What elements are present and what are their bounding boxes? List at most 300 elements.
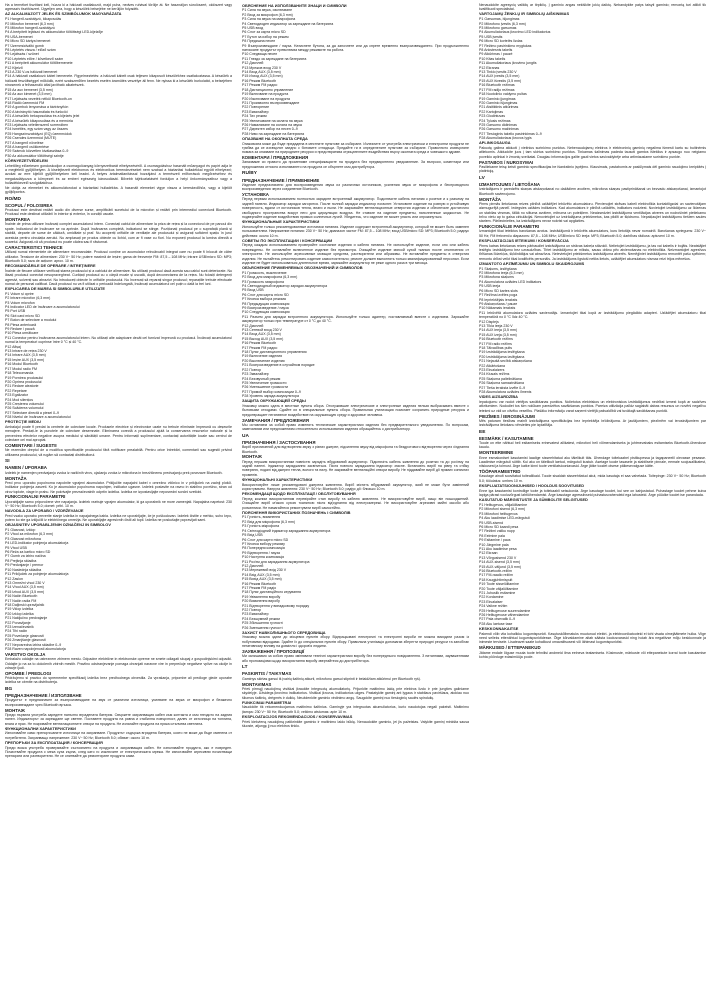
list-item: P21 Atsitiktinis atkūrimas <box>479 105 519 110</box>
subsection-title: PROTECȚIE MEDIU <box>5 419 41 425</box>
paragraph: Pridržujemo si pravico do spremembe specifikacij izdelka brez predhodnega obvestila. Za vprašanja, pripombe ali predloge glede uporabe izdelka se obrnite na distributerja. <box>5 676 232 685</box>
list-item: P22 Kartojimas <box>479 109 504 114</box>
paragraph: Utilizați numai elementele de alimentare recomandate. Produsul conține un acumulator reîncărcabil integrat care nu poate fi înlocuit de către utilizator. Tensiune de alimentare: 230 V~ 50 Hz; putere maximă de ieșire; gama de frecvențe FM: 87,5 – 108 MHz; intrare USB/micro SD: MP3; Bluetooth 5.0; raza de acțiune: aprox. 10 m. <box>5 250 232 263</box>
list-item: P20 Изключване на продукта <box>242 96 290 101</box>
list-item: P7 Režīma izvēles poga <box>479 293 518 298</box>
list-item: P16 Режим Bluetooth <box>242 581 277 586</box>
list-item: P2 Intrare microfon (6,3 mm) <box>5 296 51 301</box>
list-item: P17 FM radio režīms <box>479 341 512 346</box>
list-item: P14 AUX įvestis (3,5 mm) <box>479 74 520 79</box>
list-item: P8 Iepriekšējais ieraksts <box>479 297 518 302</box>
paragraph: P9 Възпроизвеждане / пауза. Натиснете бутона, за да започнете или да спрете временно възпроизвеждането. При продължително натискане продуктът превключва между режимите на работа. <box>242 43 469 53</box>
list-item: P15 Az aux bemenet (3,5 mm) <box>5 87 53 92</box>
list-item: P6 Reža za kartico micro SD <box>5 550 51 555</box>
list-item: P17 Modul radio FM <box>5 366 37 371</box>
list-item: P12 Дисплей <box>242 563 264 568</box>
section-title: TÖÖPARAMEETRID <box>479 469 521 475</box>
list-item: P6 Micro SD kartes slots <box>479 288 518 293</box>
list-item: P9 Lejátszás / szünet <box>5 52 39 57</box>
list-item: P13 Сетевой вход 230 V <box>242 328 282 333</box>
list-item: P24 Mod silențios <box>5 397 33 402</box>
list-item: P24 Tihi način <box>5 629 28 634</box>
list-item: P28 Raven napolnjenosti akumulatorja <box>5 647 66 651</box>
section-title: УСТАНОВКА <box>242 192 269 198</box>
subsection-title: FUNKCINIAI PARAMETRAI <box>242 699 292 705</box>
list-item: P12 Zaslon <box>5 576 23 581</box>
list-item: P28 Akumulatora uzlādes līmenis <box>479 390 532 395</box>
list-item: P25 Garsumo didinimas <box>479 122 517 127</box>
list-item: P6 Slot card micro SD <box>5 313 40 318</box>
paragraph: Преди всяка употреба проверявайте състоянието на продукта и захранващия кабел. Не използвайте продукта, ако е повреден. Почиствайте продукта с мека суха кърпа, след като го изключите от електрическата мрежа. Не използвайте агресивни почистващи препарати или разтворители. Не се опитвайте да ремонтирате продукта сами. <box>5 745 232 759</box>
section-title: MONTEERIMINE <box>479 450 514 456</box>
list-item: P2 Вход для микрофона (6,3 mm) <box>242 275 298 280</box>
list-item: P12 Kijelző <box>5 65 23 70</box>
list-item: P4 LED-indikator polnjenja akumulatorja <box>5 541 69 546</box>
section-title: PIEZĪMES / IEROSINĀJUMI <box>479 413 535 419</box>
list-item: P20 Izstrādājuma izslēgšana <box>479 354 525 359</box>
list-item: P23 Izenačevalnik <box>5 624 34 629</box>
list-item: P7 Бутон за избор на режим <box>242 34 289 39</box>
subsection-title: ПРЕПОРЪКИ ЗА ЕКСПЛОАТАЦИЯ / КОНСЕРВАЦИЯ <box>5 739 103 745</box>
list-item: P9 Redare / pauză <box>5 327 35 332</box>
list-item: P16 Bluetooth režimas <box>479 83 515 88</box>
list-item: P6 Слот для карти micro SD <box>242 537 289 542</box>
list-item: P16 Az aux kimenet (3,5 mm) <box>5 92 52 97</box>
list-item: P16 Bluetooth-režiim <box>479 568 512 573</box>
subsection-title: KESKKONNAKAITSE <box>479 625 519 631</box>
paragraph: Prieš kiekvieną naudojimą patikrinkite gaminio ir maitinimo laido būklę. Nenaudokite gaminio, jei jis pažeistas. Valykite gaminį minkšta sausa šluoste, atjungę jį nuo elektros tinklo. <box>242 719 469 728</box>
paragraph: Ha a terméket tisztítani kell, húzza ki a hálózati csatlakozót, majd puha, nedves ruhával törölje át. Ne használjon súrolószert, oldószert vagy agresszív tisztítószert. Ügyeljen arra, hogy a készülék belsejébe ne kerüljön folyadék. <box>5 3 232 12</box>
list-item: P6 Слот за карта micro SD <box>242 30 286 35</box>
section-title: OPOMBE / PREDLOGI <box>5 670 52 676</box>
list-item: P25 Збільшення гучності <box>242 621 283 626</box>
list-item: P11 Aku laadimise pesa <box>479 546 517 551</box>
list-item: P20 Toote väljalülitamine <box>479 586 519 591</box>
list-item: P18 Дистанционно управление <box>242 87 294 92</box>
list-item: P5 Vhod USB <box>5 545 27 550</box>
paragraph: Перед кожним використанням перевіряйте стан виробу та кабелю живлення. Не використовуйте виріб, якщо він пошкоджений. Очищайте виріб м'якою сухою тканиною після від'єднання від електромережі. Не використовуйте агресивні мийні засоби або розчинники. Не намагайтеся ремонтувати виріб самостійно. <box>242 496 469 510</box>
list-item: P18 Пульт дистанционного управления <box>242 350 307 355</box>
paragraph: Pasiliekame teisę keisti gaminio specifikacijas be išankstinio įspėjimo. Klausimais, pastabomis ar pasiūlymais dėl gaminio naudojimo kreipkitės į platintoją. <box>479 164 706 174</box>
list-item: P26 Helitugevuse vähendamine <box>479 613 530 618</box>
list-item: P3 Громкость микрофона <box>242 279 284 284</box>
list-item: P17 Режим FM радио <box>242 345 278 350</box>
section-title: MONTAVIMAS <box>242 681 272 687</box>
subsection-title: ОБЯСНЕНИЕ НА ИЗПОЛЗВАНИТЕ ЗНАЦИ И СИМВОЛИ <box>242 3 347 8</box>
list-item: P18 Rádió üzemmód FM <box>5 100 45 105</box>
list-item: P4 Indicator LED de încărcare a acumulatorului <box>5 305 80 310</box>
paragraph: Перед первым использованием полностью зарядите встроенный аккумулятор. Подключите кабель питания к розетке и к разъему на задней панели. Индикатор зарядки загорится. После полной зарядки индикатор погаснет. Установите изделие на ровную и устойчивую поверхность, вдали от источников тепла, влаги и пыли. Не закрывайте вентиляционные отверстия изделия и обеспечьте достаточно свободного пространства вокруг него для циркуляции воздуха. Не ставьте на изделие предметы, наполненные жидкостью. Не подвергайте изделие воздействию прямых солнечных лучей. Убедитесь, что изделие не может упасть или опрокинуться. <box>242 197 469 219</box>
list-item: P5 USB вход <box>242 26 264 31</box>
list-item: P7 Üzemmódváltó gomb <box>5 43 44 48</box>
list-item: P1 Glasnost, izklop <box>5 528 36 533</box>
list-item: P11 Роз'єм для заряджання акумулятора <box>242 559 310 564</box>
list-item: P2 Mikrofona ieeja (6,3 mm) <box>479 271 524 276</box>
list-item: P26 Skaļuma samazināšana <box>479 381 524 386</box>
section-title: ЗАУВАЖЕННЯ / ПРОПОЗИЦІЇ <box>242 649 305 655</box>
list-item: P3 Сила на звука на микрофона <box>242 17 296 22</box>
subsection-title: VIDES AIZSARDZĪBA <box>479 394 518 400</box>
list-item: P17 Način radia FM <box>5 598 37 603</box>
list-item: P9 Atskaņošana / pauze <box>479 301 518 306</box>
list-item: P24 Безшумний режим <box>242 616 280 621</box>
list-item: P24 Ismétlés, egy szám vagy az összes <box>5 127 68 132</box>
list-item: P27 Tieša ieraksta izvēle 0–9 <box>479 385 526 390</box>
list-item: P13 Intrare de rețea 230 V <box>5 349 47 354</box>
list-item: P7 Кнопка вибору режиму <box>242 541 285 546</box>
paragraph: Изделие предназначено для воспроизведения звука из различных источников, усиления звука от микрофона и беспроводного воспроизведения через соединение Bluetooth. <box>242 182 469 192</box>
list-item: P13 Omrežni vhod 230 V <box>5 580 45 585</box>
list-item: P21 Naključno predvajanje <box>5 616 48 621</box>
list-item: P10 Наступна композиція <box>242 555 285 560</box>
list-item: P5 USA-bemenet <box>5 34 33 39</box>
paragraph: Naudokite tik rekomenduojamus maitinimo šaltinius. Gaminyje yra integruotas akumuliatorius, kurio naudotojas negali pakeisti. Maitinimo įtampa: 230 V~ 50 Hz; Bluetooth 5.0; veikimo atstumas: apie 10 m. <box>242 705 469 714</box>
paragraph: Продуктът е предназначен за възпроизвеждане на звук от различни източници, усилване на звука от микрофон и безжично възпроизвеждане чрез Bluetooth връзка. <box>5 698 232 707</box>
list-item: P8 Попередня композиція <box>242 546 285 551</box>
list-item: P21 Воспроизведение в случайном порядке <box>242 363 315 368</box>
subsection-title: IZMANTOTO APZĪMĒJUMU UN SIMBOLU SKAIDROJUMS <box>479 260 585 266</box>
subsection-title: KÖRNYEZETVÉDELEM <box>5 157 48 163</box>
paragraph: Перед каждым использованием проверяйте состояние изделия и кабеля питания. Не используйте изделие, если оно или кабель повреждены. Не оставляйте включенное изделие без присмотра. Очищайте изделие мягкой сухой тканью после отключения от электросети. Не используйте агрессивные моющие средства, растворители или абразивы. Не вставляйте предметы в отверстия изделия. Не пытайтесь ремонтировать изделие самостоятельно; ремонт должен выполнять только квалифицированный персонал. Если изделие не будет использоваться длительное время, заряжайте аккумулятор не реже одного раза в три месяца. <box>242 243 469 265</box>
list-item: P15 AUX izeja (3,5 mm) <box>479 332 517 337</box>
paragraph: Produsul este destinat redării audio din diverse surse, amplificării sunetului de la microfon și redării prin intermediul conexiunii Bluetooth. Produsul este destinat utilizării în interior și exterior, în condiții uscate. <box>5 207 232 217</box>
list-item: P14 Вхід AUX (3,5 mm) <box>242 572 280 577</box>
list-item: P12 Дисплей <box>242 323 264 328</box>
list-item: P10 Следующая композиция <box>242 310 290 315</box>
subsection-title: APLINKOSAUGA <box>479 140 511 146</box>
list-item: P25 Hangszínszabályzó (EQ) üzemmódok <box>5 131 72 136</box>
subsection-title: OBJASNITEV UPORABLJENIH OZNAČENJ IN SIMBOLOV <box>5 522 111 528</box>
list-item: P27 Neposredna izbira skladbe 0–9 <box>5 642 62 647</box>
paragraph: Lehetőleg előzetesen gondoskodjon a csomagolóanyag környezetbarát elhelyezéséről. A csomagoláshoz használt műanyagot és papírt adja le a megfelelő gyűjtőhelyen. A kiselejtezett elektromos és elektronikus berendezéseket nem szabad a háztartási hulladékkal együtt elhelyezni; azokat az erre kijelölt gyűjtőhelyeken kell leadni. A helyes ártalmatlanítással hozzájárul a természeti erőforrások megőrzéséhez és megakadályozza a környezet és az emberi egészség károsodását. Bővebb tájékoztatásért forduljon a helyi önkormányzathoz vagy a hulladékkezelő szolgáltatóhoz. <box>5 163 232 186</box>
list-item: P1 Hangerő-szabályzó, kikapcsolás <box>5 17 62 22</box>
subsection-title: EXPLICAREA DE MAREA SI SIMBOLURILE UTILIZATE <box>5 286 105 291</box>
subsection-title: VARTOJAMŲ ŽENKLŲ IR SIMBOLIŲ AIŠKINIMAS <box>479 11 570 17</box>
list-item: P3 Mikrofono garsumas <box>479 26 517 31</box>
list-item: P5 USB įvestis <box>479 34 503 39</box>
list-item: P23 Еквалайзер <box>242 612 269 617</box>
list-item: P23 Glodintuvas <box>479 114 506 119</box>
text-column-2 <box>242 3 469 1000</box>
list-item: P13 Tinklo įvestis 230 V <box>479 70 517 75</box>
list-item: P27 Директен избор на песен 0–9 <box>242 127 298 132</box>
list-item: P28 Akumuliatoriaus įkrovos lygis <box>479 136 532 141</box>
list-item: P7 Režiimi valiku nupp <box>479 529 515 534</box>
paragraph: Gaminys skirtas garsui iš įvairių šaltinių atkurti, mikrofono garsui stiprinti ir belaidžiam atkūrimui per Bluetooth ryšį. <box>242 676 421 681</box>
subsection-title: СОВЕТЫ ПО ЭКСПЛУАТАЦИИ / КОНСЕРВАЦИИ <box>242 237 333 243</box>
list-item: P10 Следваща песен <box>242 52 278 57</box>
list-item: P20 Вимкнення виробу <box>242 599 280 604</box>
list-item: P14 Intrare AUX (3,5 mm) <box>5 353 46 358</box>
list-item: P5 Port USB <box>5 309 26 314</box>
list-item: P4 Akumulatora uzlādes LED indikators <box>479 279 542 284</box>
list-item: P1 Garsumas, išjungimas <box>479 17 520 22</box>
list-item: P21 A készülék bekapcsolása és a kijelzés jelei <box>5 114 80 119</box>
list-item: P23 Egalizator <box>5 393 29 398</box>
section-title: FUNKCIONALNI PARAMETRI <box>5 494 66 500</box>
text-column-1 <box>5 3 232 1000</box>
list-item: P23 Lejátszás véletlenszerű sorrendben <box>5 122 69 127</box>
list-item: P2 Vhod za mikrofon (6,3 mm) <box>5 532 54 537</box>
paragraph: Izdelek je namenjen predvajanju zvoka iz različnih virov, ojačanju zvoka iz mikrofona in brezžičnemu predvajanju prek povezave Bluetooth. <box>5 470 223 475</box>
list-item: P14 Вход AUX (3,5 mm) <box>242 70 281 75</box>
list-item: P24 Tylusis režimas <box>479 118 511 123</box>
list-item: P3 Glasnost mikrofona <box>5 536 41 541</box>
list-item: P1 Сила на звука, изключване <box>242 8 293 13</box>
list-item: P10 Nākamais ieraksts <box>479 306 516 311</box>
list-item: P26 Csendes üzemmód (MUTE) <box>5 136 57 141</box>
list-item: P22 Ponavljanje <box>5 620 31 625</box>
list-item: P15 AUX-väljund (3,5 mm) <box>479 564 521 569</box>
list-item: P15 AUX išvestis (3,5 mm) <box>479 78 522 83</box>
list-item: P27 Tiesioginis takelio pasirinkimas 0–9 <box>479 131 542 136</box>
list-item: P4 Akumuliatoriaus įkrovimo LED indikatorius <box>479 30 551 35</box>
list-item: P17 Режим FM радіо <box>242 585 277 590</box>
list-item: P8 Предишна песен <box>242 39 276 44</box>
list-item: P19 Увімкнення виробу <box>242 594 281 599</box>
subsection-title: ОБЪЯСНЕНИЕ ПРИМЕНЯЕМЫХ ОБОЗНАЧЕНИЙ И СИМВОЛОВ <box>242 264 363 270</box>
list-item: P26 Намаляване на силата на звука <box>242 122 302 127</box>
paragraph: Pakendi võib viia kohalikku kogumispunkti. Kasutuskõlbmatuks muutunud elektri- ja elektroonikatooteid ei tohi visata olmejäätmete hulka. Viige need selleks ettenähtud kogumispunktidesse. Õige kõrvaldamine aitab säästa loodusvarasid ning hoiab ära negatiivse mõju keskkonnale ja inimeste tervisele. Lisateavet saate kohalikust omavalitsusest või lähimast kogumispunktist. <box>479 631 706 645</box>
paragraph: Jätame endale õiguse muuta toote tehnilisi andmeid ilma eelneva teatamiseta. Küsimuste, märkuste või ettepanekute korral toote kasutamise kohta pöörduge edasimüüja poole. <box>479 650 706 659</box>
list-item: P16 Način Bluetooth <box>5 594 38 599</box>
list-item: P9 Відтворення / пауза <box>242 550 280 555</box>
paragraph: Kasutage ainult soovitatud toiteallikaid. Toode sisaldab sisseehitatud akut, mida kasutaja ei saa vahetada. Toitepinge: 230 V~ 50 Hz; Bluetooth 5.0; tööulatus: umbes 10 m. <box>479 474 706 483</box>
paragraph: Запазваме си правото да променяме спецификациите на продукта без предварително уведомление. За въпроси, коментари или предложения относно използването на продукта се обърнете към дистрибутора. <box>242 160 469 169</box>
list-item: P6 Micro SD kaardi pesa <box>479 524 519 529</box>
list-item: P6 Слот для карты micro SD <box>242 292 289 297</box>
paragraph: Uporabljajte samo priporočene vire napajanja. Izdelek vsebuje vgrajen akumulator, ki ga uporabnik ne more zamenjati. Napajalna napetost: 230 V~ 50 Hz; Bluetooth 5.0; domet: pribl. 10 m. <box>5 499 232 509</box>
subsection-title: EKSPLUATATSIOONIJUHISED / HOOLDUS SOOVITUSED <box>479 482 585 488</box>
list-item: P15 Вихід AUX (3,5 mm) <box>242 577 282 582</box>
list-item: P28 Nivelul de încărcare a acumulatorului <box>5 415 71 420</box>
subsection-title: EKSPLOATACIJOS REKOMENDACIJOS / KONSERVAVIMAS <box>242 713 353 719</box>
list-item: P2 Mikrofoni sisend (6,3 mm) <box>479 507 526 512</box>
list-item: P21 Redare aleatorie <box>5 384 39 389</box>
paragraph: Используйте только рекомендованные источники питания. Изделие содержит встроенный аккумулятор, который не может быть заменен пользователем. Напряжение питания: 230 V~ 50 Hz; диапазон частот FM: 87,5 – 108 MHz; вход USB/micro SD: MP3; Bluetooth 5.0; радиус действия: около 10 m. <box>242 224 469 238</box>
list-item: P19 Gaminio įjungimas <box>479 96 516 101</box>
list-item: P22 Atkārtošana <box>479 363 506 368</box>
list-item: P13 Võrgusisend 230 V <box>479 555 517 560</box>
list-item: P18 Telecomanda <box>5 371 34 376</box>
list-item: P22 Повторение <box>242 105 270 110</box>
paragraph: Опаковката може да бъде предадена в местните пунктове за събиране. Излезлите от употреба електрически и електронни продукти не трябва да се изхвърлят заедно с битовите отпадъци. Предайте ги в определените пунктове за събиране. Правилното изхвърляне помага за опазване на природните ресурси и предотвратява отрицателните въздействия върху околната среда и човешкото здраве. <box>242 141 469 155</box>
list-item: P3 Гучність мікрофона <box>242 524 280 529</box>
list-item: P19 Включване на продукта <box>242 92 289 97</box>
section-title: МОНТАЖ <box>242 454 262 460</box>
paragraph: P14 A hálózati csatlakozó kábel bemenete. Figyelmeztetés: a hálózati kábelt csak teljesen kikapcsolt készülékhez csatlakoztassa. A készülék a hálózati feszültséggel működik, ezért szakszerűtlen kezelés esetén áramütés veszélye áll fenn. Ne nyissa ki a készülék burkolatát, a belsejében nincsenek a felhasználó által javítható alkatrészek. <box>5 74 232 88</box>
list-item: P13 Tīkla ieeja 230 V <box>479 323 513 328</box>
paragraph: Упаковку можна здати до місцевих пунктів збору. Відпрацьовані електричні та електронні вироби не можна викидати разом із побутовими відходами. Здайте їх до спеціальних пунктів збору. Правильна утилізація допомагає зберегти природні ресурси та запобігає негативному впливу на довкілля і здоров'я людини. <box>242 635 469 649</box>
paragraph: Упаковку можно сдать в местные пункты сбора. Отслужившие электрические и электронные изделия нельзя выбрасывать вместе с бытовыми отходами. Сдайте их в специальные пункты сбора. Правильная утилизация помогает сохранить природные ресурсы и предотвращает негативное воздействие на окружающую среду и здоровье человека. <box>242 403 469 417</box>
list-item: P21 Nejaušā secībā atskaņošana <box>479 359 532 364</box>
list-item: P13 Мережевий вхід 230 V <box>242 568 287 573</box>
list-item: P22 Повтор <box>242 608 262 613</box>
list-item: P10 Piesa următoare <box>5 331 39 336</box>
list-item: P4 Світлодіодний індикатор заряджання акумулятора <box>242 528 331 533</box>
list-item: P19 Vklop izdelka <box>5 607 34 612</box>
list-item: P13 Мрежов вход 230 V <box>242 65 282 70</box>
list-item: P12 Дисплей <box>242 61 264 66</box>
list-item: P5 Вхід USB <box>242 533 263 538</box>
list-item: P25 Увеличение громкости <box>242 380 287 385</box>
list-item: P12 Ekraan <box>479 551 498 556</box>
section-title: PASTABOS / NUROSYMAI <box>479 159 534 165</box>
list-item: P12 Displejs <box>479 319 499 324</box>
language-heading: RO/MD <box>5 196 21 202</box>
list-item: P2 Mikrofon bemenet (6,3 mm) <box>5 21 54 26</box>
list-item: P4 Светодиоден индикатор за зареждане на батерията <box>242 21 334 26</box>
list-item: P15 Izhod AUX (3,5 mm) <box>5 589 45 594</box>
list-item: P11 A beépített akkumulátor töltőbemenete <box>5 61 73 66</box>
list-item: P1 Гучність, вимкнення <box>242 515 281 520</box>
list-item: P28 Уровень заряда аккумулятора <box>242 394 299 399</box>
list-item: P25 Creșterea volumului <box>5 401 44 406</box>
list-item: P19 Pornirea produsului <box>5 375 44 380</box>
section-title: КОМЕНТАРИ / ПРЕДЛОЖЕНИЯ <box>242 155 309 161</box>
list-item: P3 Mikrofona skaļums <box>479 275 514 280</box>
paragraph: Mēs paturam tiesības mainīt izstrādājuma specifikācijas bez iepriekšēja brīdinājuma. Ar jautājumiem, piezīmēm vai ierosinājumiem par izstrādājuma lietošanu vērsieties pie izplatītāja. <box>479 418 706 428</box>
paragraph: P11 Iebūvētā akumulatora uzlādes savienotājs. Izmantojiet tikai kopā ar izstrādājumu piegādāto adapteri. Uzlādējiet akumulatoru tikai temperatūrā no 0 °C līdz 40 °C. <box>479 310 706 320</box>
list-item: P22 Kordamine <box>479 595 504 600</box>
list-item: P20 Gaminio išjungimas <box>479 100 518 105</box>
list-item: P23 Еквалайзер <box>242 109 269 114</box>
section-title: CARACTERISTICI TEHNICE <box>5 244 63 250</box>
list-item: P3 Mikrofon hangerő-szabályzó <box>5 26 55 31</box>
list-item: P26 Zmanjšanje glasnosti <box>5 638 46 643</box>
section-title: ЗАМЕЧАНИЯ / ПРЕДЛОЖЕНИЯ <box>242 417 309 423</box>
list-item: P14 AUX ieeja (3,5 mm) <box>479 328 518 333</box>
paragraph: Виріб призначений для відтворення звуку з різних джерел, підсилення звуку від мікрофона та бездротового відтворення через з'єднання Bluetooth. <box>242 445 469 454</box>
list-item: P5 Вход USB <box>242 288 264 293</box>
section-title: IZMANTOJUMS / LIETOŠANA <box>479 181 541 187</box>
section-title: SCOPUL / FOLOSIREA <box>5 202 53 208</box>
paragraph: Pred vsako uporabo preverite stanje izdelka in napajalnega kabla. Izdelka ne uporabljajte, če je poškodovan. Izdelek čistite z mehko, suho krpo, potem ko ste ga izključili iz električnega omrežja. Ne uporabljajte agresivnih čistil ali topil. Izdelka ne poskušajte popravljati sami. <box>5 513 232 523</box>
list-item: P24 Vaikne režiim <box>479 604 508 609</box>
list-item: P24 Тих режим <box>242 114 267 119</box>
list-item: P18 Daljinski upravljalnik <box>5 602 45 607</box>
section-title: ПРЕДНАЗНАЧЕНИЕ / ИЗПОЛЗВАНЕ <box>5 693 82 699</box>
list-item: P3 Volum microfon <box>5 300 35 305</box>
list-item: P6 Micro SD kortelės lizdas <box>479 39 523 44</box>
list-item: P17 Режим FM радио <box>242 83 278 88</box>
list-item: P1 Volum și oprire <box>5 291 34 296</box>
subsection-title: ПОЯСНЕННЯ ВИКОРИСТАНИХ ПОЗНАЧЕНЬ І СИМВОЛІВ <box>242 509 351 515</box>
list-item: P5 USB-sisend <box>479 520 504 525</box>
list-item: P22 Повтор <box>242 367 262 372</box>
list-item: P26 Зменшення гучності <box>242 625 283 630</box>
paragraph: Pirms pirmās lietošanas reizes pilnībā uzlādējiet iebūvēto akumulatoru. Pievienojiet strāvas kabeli elektrotīkla kontaktligzdai un savienotājam aizmugurējā panelī. Iedegsies uzlādes indikators. Kad akumulators ir pilnībā uzlādēts, indikators nodziest. Novietojiet izstrādājumu uz līdzenas un stabilas virsmas, tālāk no siltuma avotiem, mitruma un putekļiem. Neaizsedziet izstrādājuma ventilācijas atveres un nodrošiniet pietiekamu brīvu vietu ap to gaisa cirkulācijai. Nenovietojiet uz izstrādājuma priekšmetus, kas pildīti ar šķidrumu. Nepakļaujiet izstrādājumu tiešiem saules stariem. Pārliecinieties, ka izstrādājums nevar nokrist vai apgāzties. <box>479 201 706 224</box>
paragraph: Toode on ette nähtud heli esitamiseks erinevatest allikatest, mikrofoni heli võimendamiseks ja juhtmevabaks esitamiseks Bluetooth-ühenduse kaudu. <box>479 441 706 450</box>
section-title: ПРЕДНАЗНАЧЕНИЕ / ПРИМЕНЕНИЕ <box>242 177 320 183</box>
list-item: P8 Eelmine pala <box>479 533 505 538</box>
paragraph: Enne esmakordset kasutamist laadige sisseehitatud aku täielikult täis. Ühendage toitekaabel pistikupessa ja tagapaneelil olevasse pesasse. Laadimise märgutuli süttib. Kui aku on täielikult laetud, märgutuli kustub. Asetage toode tasasele ja stabiilsele pinnale, eemale soojusallikatest, niiskusest ja tolmust. Ärge katke kinni toote ventilatsiooniavasid. Ärge jätke toodet otsese päikesevalguse kätte. <box>479 455 706 469</box>
list-item: P16 Bluetooth režīms <box>479 337 513 342</box>
section-title: VARSTVO OKOLJA <box>5 651 46 657</box>
subsection-title: EKSPLUATĀCIJAS IETEIKUMI / KONSERVĀCIJA <box>479 237 569 243</box>
paragraph: Преди първата употреба заредете напълно вградената батерия. Свържете захранващия кабел към контакта и към гнездото на задния панел. Индикаторът за зареждане ще светне. Поставете продукта на равна и стабилна повърхност, далеч от източници на топлина, влага и прах. Не покривайте вентилационните отвори на продукта. Не излагайте продукта на пряка слънчева светлина. <box>5 712 232 726</box>
section-title: NAMEN / UPORABA <box>5 465 47 471</box>
paragraph: Мы оставляем за собой право изменять технические характеристики изделия без предварительного уведомления. По вопросам, замечаниям или предложениям относительно использования изделия обращайтесь к дистрибьютору. <box>242 422 469 432</box>
paragraph: Використовуйте лише рекомендовані джерела живлення. Виріб містить вбудований акумулятор, який не може бути замінений користувачем. Напруга живлення: 230 V~ 50 Hz; Bluetooth 5.0; радіус дії: близько 10 m. <box>242 482 469 492</box>
section-title: FUNKCIONĀLIE PARAMETRI <box>479 224 540 230</box>
paragraph: Izmantojiet tikai ieteiktos barošanas avotus. Izstrādājumā ir iebūvēts akumulators, kuru lietotājs nevar nomainīt. Barošanas spriegums: 230 V~ 50 Hz; FM frekvenču diapazons: 87,5 – 108 MHz; USB/micro SD ieeja: MP3; Bluetooth 5.0; darbības rādiuss: aptuveni 10 m. <box>479 229 706 238</box>
subsection-title: RECOMANDĂRILE DE OPERARE / INTREȚINERE <box>5 262 96 268</box>
list-item: P14 AUX-sisend (3,5 mm) <box>479 560 521 565</box>
list-item: P25 Увеличаване на силата на звука <box>242 118 303 123</box>
list-item: P27 A hangerő növelése <box>5 140 44 145</box>
list-item: P17 FM-raadio režiim <box>479 573 513 578</box>
list-item: P1 Skaļums, izslēgšana <box>479 266 517 271</box>
list-item: P28 A hangerő csökkentése <box>5 144 49 149</box>
list-item: P20 Izklop izdelka <box>5 611 34 616</box>
paragraph: Izstrādājums ir paredzēts skaņas atskaņošanai no dažādiem avotiem, mikrofona skaņas pastiprināšanai un bezvadu atskaņošanai, izmantojot Bluetooth savienojumu. <box>479 187 706 196</box>
list-item: P15 Ieșire AUX (3,5 mm) <box>5 357 45 362</box>
list-item: P6 Micro SD kártya bemenet <box>5 39 51 44</box>
section-title: PASKIRTIS / TAIKYMAS <box>242 671 292 677</box>
list-item: P16 Режим Bluetooth <box>242 341 277 346</box>
paragraph: Използвайте само препоръчаните източници на захранване. Продуктът съдържа вградена батерия, която не може да бъде сменена от потребителя. Захранващо напрежение: 230 V~ 50 Hz; Bluetooth 5.0; обхват: около 10 m. <box>5 731 232 740</box>
list-item: P7 Кнопка выбора режима <box>242 297 286 302</box>
list-item: P25 Skaļuma palielināšana <box>479 376 522 381</box>
section-title: MONTAŽA <box>5 475 27 481</box>
subsection-title: ФУНКЦИОНАЛНИ ХАРАКТЕРИСТИКИ <box>5 725 76 731</box>
list-item: P10 Naslednja skladba <box>5 567 42 572</box>
list-item: P18 Nuotolinio valdymo pultas <box>479 92 527 97</box>
list-item: P9 Predvajanje / premor <box>5 563 44 568</box>
list-item: P25 Helitugevuse suurendamine <box>479 608 531 613</box>
list-item: P8 Ankstesnis takelis <box>479 48 513 53</box>
list-item: P8 Piesa anterioară <box>5 322 37 327</box>
subsection-title: ЗАЩИТА ОКРУЖАЮЩЕЙ СРЕДЫ <box>242 398 306 404</box>
language-heading: LT <box>242 665 248 671</box>
list-item: P20 Oprirea produsului <box>5 379 42 384</box>
list-item: P15 Выход AUX (3,5 mm) <box>242 336 284 341</box>
list-item: P7 Gumb za izbiro načina <box>5 554 46 559</box>
list-item: P21 Відтворення у випадковому порядку <box>242 603 310 608</box>
paragraph: Ne rezervăm dreptul de a modifica specificațiile produsului fără notificare prealabilă. Pentru orice întrebări, comentarii sau sugestii privind utilizarea produsului, vă rugăm să contactați distribuitorul. <box>5 448 232 457</box>
list-item: P10 Järgmine pala <box>479 542 509 547</box>
language-heading: EE <box>479 429 486 435</box>
paragraph: Embalažo oddajte na ustreznem zbirnem mestu. Odpadne električne in elektronske opreme ne smete odlagati skupaj z gospodinjskimi odpadki. Oddajte jo na za to določenih zbirnih mestih. Pravilno odstranjevanje pomaga ohranjati naravne vire in preprečuje negativne vplive na okolje in zdravje ljudi. <box>5 657 232 670</box>
section-title: MONTĀŽA <box>479 196 501 202</box>
list-item: P22 Repetare <box>5 388 27 393</box>
list-item: P2 Mikrofono įvestis (6,3 mm) <box>479 21 526 26</box>
section-title: EESMÄRK / KASUTAMINE <box>479 435 534 441</box>
section-title: COMENTARII / SUGESTII <box>5 443 57 449</box>
list-item: P4 Aku laadimise LED-märgutuli <box>479 516 530 521</box>
list-item: P8 Léptetés vissza / előző szám <box>5 48 56 53</box>
subsection-title: ФУНКЦІОНАЛЬНІ ХАРАКТЕРИСТИКИ <box>242 476 313 482</box>
paragraph: P11 Conector pentru încărcarea acumulatorului intern. Nu utilizați alte adaptoare decât cel furnizat împreună cu produsul. Încărcați acumulatorul numai la temperaturi cuprinse între 0 °C și 40 °C. <box>5 335 232 345</box>
list-item: P12 Ekranas <box>479 65 500 70</box>
section-title: MÄRKUSED / ETTEPANEKUD <box>479 645 541 651</box>
list-item: P20 Выключение изделия <box>242 358 285 363</box>
language-heading: SI <box>5 459 10 465</box>
list-item: P13 A 230 V-os hálózati bemenet <box>5 70 58 75</box>
paragraph: Ми залишаємо за собою право змінювати технічні характеристики виробу без попереднього повідомлення. З питаннями, зауваженнями або пропозиціями щодо використання виробу звертайтеся до дистриб'ютора. <box>242 654 469 663</box>
list-item: P18 Kaugjuhtimispult <box>479 577 513 582</box>
paragraph: Prieš pirmąjį naudojimą visiškai įkraukite integruotą akumuliatorių. Prijunkite maitinimo laidą prie elektros lizdo ir prie jungties galiniame skydelyje. Užsidegs įkrovimo indikatorius. Visiškai įkrovus, indikatorius užges. Pastatykite gaminį ant lygaus ir stabilaus paviršiaus, atokiau nuo šilumos šaltinių, drėgmės ir dulkių. Neuždenkite gaminio vėdinimo angų. Saugokite gaminį nuo tiesioginių saulės spindulių. <box>242 686 469 700</box>
list-item: P22 A készülék kikapcsolása és a memória <box>5 118 73 123</box>
list-item: P10 Kitas takelis <box>479 56 506 61</box>
list-item: P4 Светодиодный индикатор зарядки аккумулятора <box>242 283 328 288</box>
list-item: P8 Предыдущая композиция <box>242 301 290 306</box>
list-item: P11 Akumuliatoriaus įkrovimo jungtis <box>479 61 537 66</box>
subsection-title: ОПАЗВАНЕ НА ОКОЛНАТА СРЕДА <box>242 135 308 141</box>
list-item: P28 Ниво на зареждане на батерията <box>242 131 305 136</box>
list-item: P9 Esitamine / paus <box>479 538 511 543</box>
